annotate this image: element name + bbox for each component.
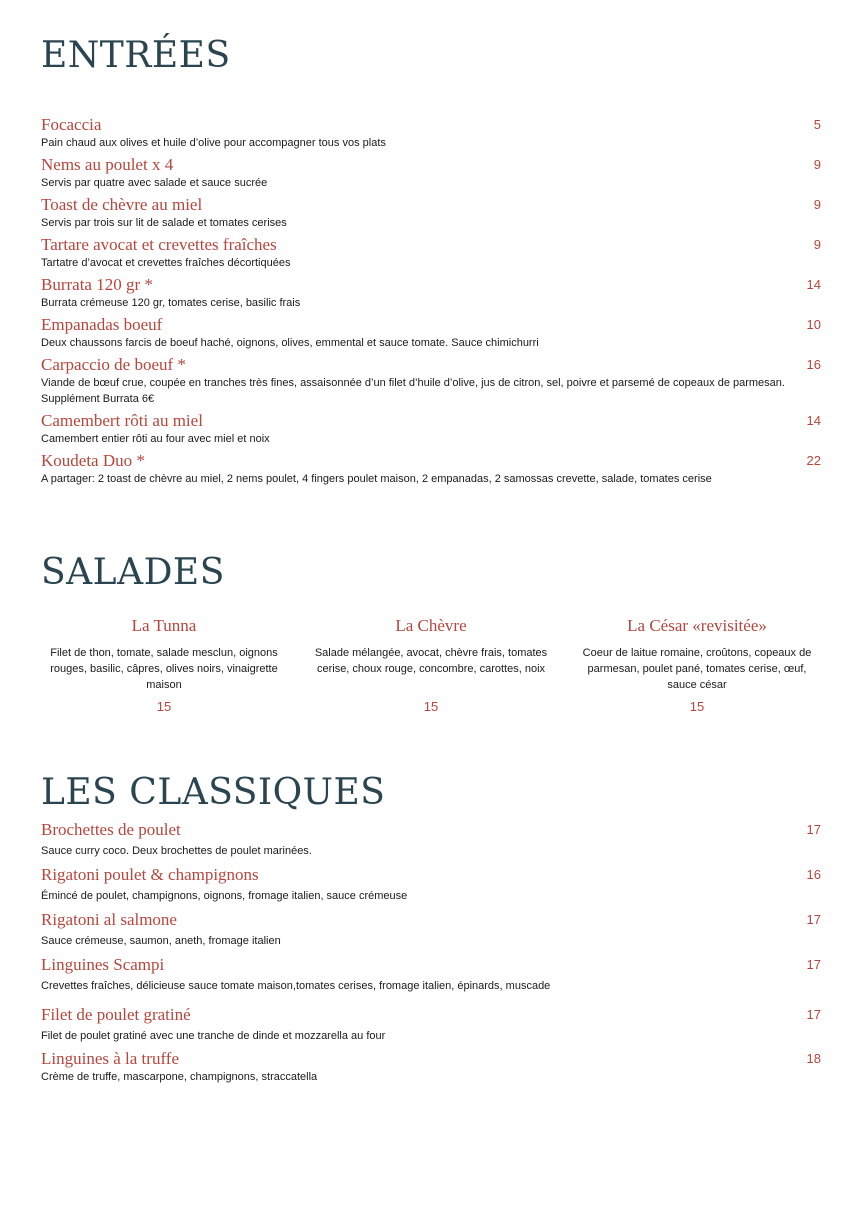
item-price: 17: [806, 957, 821, 972]
item-name: Burrata 120 gr *: [41, 275, 153, 294]
classiques-title: LES CLASSIQUES: [41, 772, 386, 813]
item-name: Filet de poulet gratiné: [41, 1005, 191, 1024]
menu-item-koudeta-duo: [41, 451, 821, 487]
salad-tunna: [44, 616, 284, 715]
item-description: Crème de truffe, mascarpone, champignons, straccatella: [41, 1071, 318, 1083]
item-price: 16: [806, 867, 821, 882]
item-name: Nems au poulet x 4: [41, 155, 174, 174]
item-price: 5: [813, 117, 821, 132]
item-description: Camembert entier rôti au four avec miel et noix: [41, 433, 270, 445]
item-description: Sauce crémeuse, saumon, aneth, fromage italien: [41, 935, 281, 947]
item-description: Filet de poulet gratiné avec une tranche de dinde et mozzarella au four: [41, 1030, 386, 1042]
menu-item-linguines-truffe: [41, 1049, 821, 1085]
item-price: 22: [806, 453, 821, 468]
item-price: 14: [806, 277, 821, 292]
item-price: 10: [806, 317, 821, 332]
menu-item-empanadas: [41, 315, 821, 351]
item-price: 9: [813, 237, 821, 252]
menu-item-nems: [41, 155, 821, 191]
item-description: Deux chaussons farcis de boeuf haché, oignons, olives, emmental et sauce tomate. Sauce chimichurri: [41, 337, 539, 349]
item-price: 14: [806, 413, 821, 428]
item-name: Camembert rôti au miel: [41, 411, 203, 430]
item-price: 16: [806, 357, 821, 372]
salad-cesar: [577, 616, 817, 715]
menu-item-tartare: [41, 235, 821, 271]
item-description: Émincé de poulet, champignons, oignons, fromage italien, sauce crémeuse: [41, 890, 408, 902]
item-name: Koudeta Duo *: [41, 451, 145, 470]
item-description: Sauce curry coco. Deux brochettes de poulet marinées.: [41, 845, 312, 857]
item-price: 9: [813, 197, 821, 212]
menu-item-brochettes: [41, 820, 821, 859]
item-description: Pain chaud aux olives et huile d’olive pour accompagner tous vos plats: [41, 137, 386, 149]
item-price: 17: [806, 822, 821, 837]
item-description: Viande de bœuf crue, coupée en tranches très fines, assaisonnée d’un filet d’huile d’olive, jus de citron, sel, poivre et parsemé de copeaux de parmesan.: [41, 377, 785, 389]
item-price: 9: [813, 157, 821, 172]
salad-description: Filet de thon, tomate, salade mesclun, oignons rouges, basilic, câpres, olives noirs, vinaigrette maison: [50, 647, 278, 691]
salad-chevre: [311, 616, 551, 715]
item-name: Empanadas boeuf: [41, 315, 163, 334]
item-name: Toast de chèvre au miel: [41, 195, 203, 214]
item-price: 18: [806, 1051, 821, 1066]
menu-item-camembert: [41, 411, 821, 447]
menu-item-linguines-scampi: [41, 955, 821, 994]
item-name: Linguines Scampi: [41, 955, 165, 974]
item-description: Crevettes fraîches, délicieuse sauce tomate maison,tomates cerises, fromage italien, épinards, muscade: [41, 980, 551, 992]
menu-item-rigatoni-salmone: [41, 910, 821, 949]
entrees-title: ENTRÉES: [41, 35, 231, 76]
salad-price: 15: [156, 699, 172, 714]
item-name: Carpaccio de boeuf *: [41, 355, 186, 374]
item-name: Rigatoni al salmone: [41, 910, 177, 929]
item-price: 17: [806, 912, 821, 927]
item-description: Servis par trois sur lit de salade et tomates cerises: [41, 217, 287, 229]
menu-item-burrata: [41, 275, 821, 311]
salad-description: Coeur de laitue romaine, croûtons, copeaux de parmesan, poulet pané, tomates cerise, œuf, sauce césar: [582, 647, 812, 691]
item-description: Burrata crémeuse 120 gr, tomates cerise, basilic frais: [41, 297, 301, 309]
menu-item-toast-chevre: [41, 195, 821, 231]
item-price: 17: [806, 1007, 821, 1022]
salad-name: La César «revisitée»: [627, 616, 767, 635]
item-name: Linguines à la truffe: [41, 1049, 180, 1068]
salad-description: Salade mélangée, avocat, chèvre frais, tomates cerise, choux rouge, concombre, carottes, noix: [314, 647, 548, 675]
salad-price: 15: [689, 699, 705, 714]
item-description: A partager: 2 toast de chèvre au miel, 2 nems poulet, 4 fingers poulet maison, 2 empanadas, 2 samossas crevette, salade, tomates cerise: [41, 473, 712, 485]
salades-title: SALADES: [41, 552, 225, 593]
item-name: Focaccia: [41, 115, 102, 134]
menu-item-filet-poulet: [41, 1005, 821, 1044]
item-description: Tartatre d’avocat et crevettes fraîches décortiquées: [41, 257, 291, 269]
menu-item-focaccia: [41, 115, 821, 151]
item-description: Servis par quatre avec salade et sauce sucrée: [41, 177, 268, 189]
salad-name: La Tunna: [131, 616, 197, 635]
item-name: Rigatoni poulet & champignons: [41, 865, 259, 884]
item-name: Tartare avocat et crevettes fraîches: [41, 235, 277, 254]
salad-price: 15: [423, 699, 439, 714]
item-supplement: Supplément Burrata 6€: [41, 393, 155, 405]
item-name: Brochettes de poulet: [41, 820, 181, 839]
salad-name: La Chèvre: [395, 616, 467, 635]
menu-item-carpaccio: [41, 355, 821, 407]
menu-item-rigatoni-poulet: [41, 865, 821, 904]
